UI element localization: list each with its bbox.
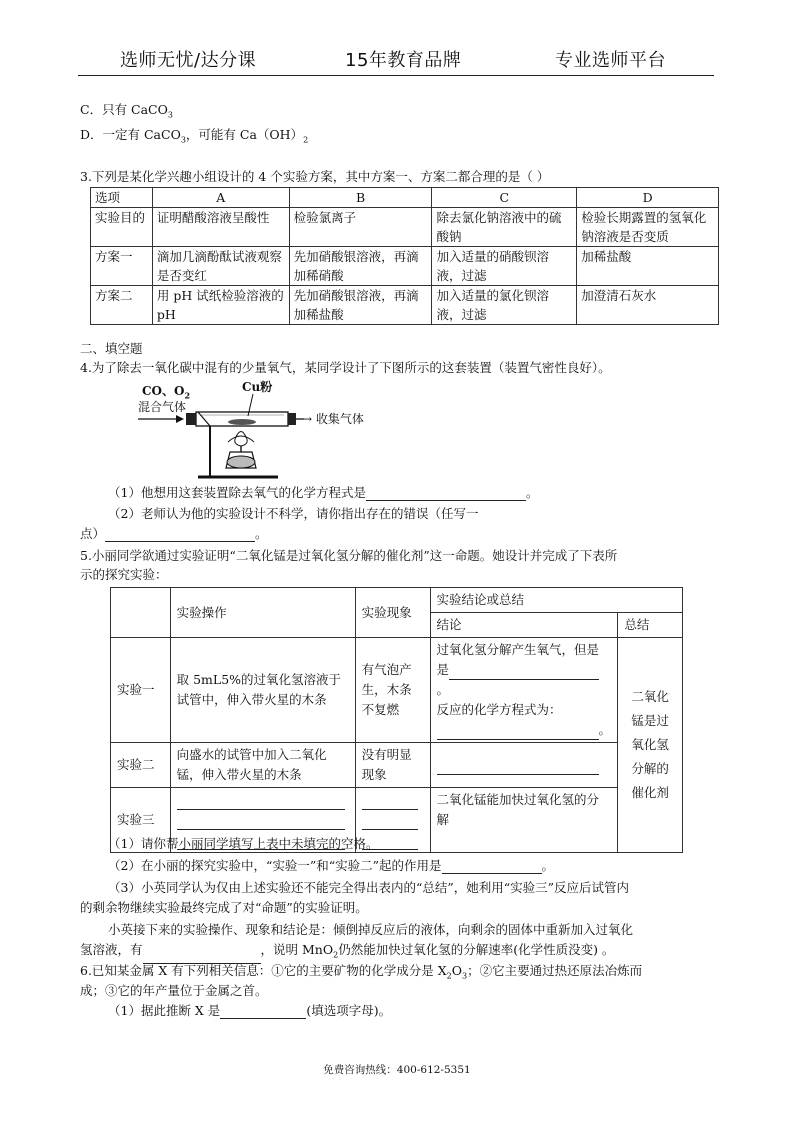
table-header-row	[91, 188, 719, 208]
q4-part1: （1）他想用这套装置除去氧气的化学方程式是 。	[108, 485, 539, 500]
gas-label: CO、$O_2$	[142, 384, 191, 401]
corner-cell	[111, 588, 171, 638]
table-cell: 先加硝酸银溶液，再滴加稀硝酸	[289, 247, 432, 286]
table-cell: 加澄清石灰水	[577, 286, 719, 325]
answer-blank[interactable]	[362, 795, 418, 810]
q4-stem: 4.为了除去一氧化碳中混有的少量氧气，某同学设计了下图所示的这套装置（装置气密性良好）。	[80, 360, 611, 375]
footer-hotline: 免费咨询热线：400-612-5351	[323, 1064, 471, 1076]
answer-blank[interactable]	[177, 795, 345, 810]
table-cell: 二氧化锰能加快过氧化氢的分解	[430, 788, 618, 853]
section-title: 二、填空题	[80, 341, 143, 356]
answer-blank[interactable]	[143, 949, 261, 964]
q3-table	[90, 187, 719, 325]
collect-gas-label: → 收集气体	[302, 412, 364, 426]
table-cell	[430, 638, 618, 743]
table-cell: 除去氯化钠溶液中的硫酸钠	[432, 208, 577, 247]
summary-cell: 二氧化锰是过氧化氢分解的催化剂	[618, 638, 683, 853]
q5-part2: （2）在小丽的探究实验中，“实验一”和“实验二”起的作用是 。	[108, 858, 555, 873]
q5-part3-line2: 的剩余物继续实验最终完成了对“命题”的实验证明。	[80, 900, 368, 915]
apparatus-figure	[138, 382, 398, 480]
header-center: 15年教育品牌	[345, 50, 462, 71]
conclusion-line: 是。	[437, 660, 612, 700]
answer-blank[interactable]	[442, 859, 542, 874]
table-cell: 实验一	[111, 638, 171, 743]
table-header-row	[111, 588, 683, 613]
conclusion-line: 过氧化氢分解产生氧气，但是	[436, 642, 600, 657]
mix-gas-label: 混合气体	[138, 400, 187, 414]
table-row	[91, 208, 719, 247]
answer-blank[interactable]	[177, 815, 345, 830]
header-cell: 结论	[430, 613, 618, 638]
q3-stem: 3.下列是某化学兴趣小组设计的 4 个实验方案，其中方案一、方案二都合理的是（ ）	[80, 169, 550, 184]
table-cell: 滴加几滴酚酞试液观察是否变红	[152, 247, 289, 286]
table-cell: 用 pH 试纸检验溶液的 pH	[152, 286, 289, 325]
answer-blank[interactable]	[437, 725, 599, 740]
table-row	[91, 247, 719, 286]
table-cell: 检验长期露置的氢氧化钠溶液是否变质	[577, 208, 719, 247]
table-row	[91, 286, 719, 325]
table-cell	[430, 743, 618, 788]
cu-label: Cu粉	[242, 380, 273, 394]
answer-blank[interactable]	[105, 527, 255, 542]
table-cell: 向盛水的试管中加入二氧化锰，伸入带火星的木条	[170, 743, 355, 788]
table-cell: 方案二	[91, 286, 153, 325]
table-cell: 检验氯离子	[289, 208, 432, 247]
answer-blank[interactable]	[449, 665, 599, 680]
table-row	[111, 743, 683, 788]
q4-part2-cont: 点） 。	[80, 526, 268, 541]
header-cell: 选项	[91, 188, 153, 208]
option-c: C．只有 CaCO$_3$	[80, 102, 173, 120]
header-cell: 总结	[618, 613, 683, 638]
table-cell: 取 5mL5%的过氧化氢溶液于试管中，伸入带火星的木条	[170, 638, 355, 743]
q6-line1: 6.已知某金属 X 有下列相关信息：①它的主要矿物的化学成分是 $X_2O_3$；②它主要通过热还原法冶炼而	[80, 963, 643, 981]
table-cell: 方案一	[91, 247, 153, 286]
header-cell: 实验操作	[170, 588, 355, 638]
header-cell: B	[289, 188, 432, 208]
q5-part4-line1: 小英接下来的实验操作、现象和结论是：倾倒掉反应后的液体，向剩余的固体中重新加入过氧化	[108, 922, 634, 937]
answer-blank[interactable]	[437, 760, 599, 775]
table-cell: 实验二	[111, 743, 171, 788]
table-cell: 先加硝酸银溶液，再滴加稀盐酸	[289, 286, 432, 325]
table-cell: 加入适量的氯化钡溶液，过滤	[432, 286, 577, 325]
header-cell: 实验现象	[355, 588, 430, 638]
header-cell: 实验结论或总结	[430, 588, 683, 613]
q4-part2: （2）老师认为他的实验设计不科学，请你指出存在的错误（任写一	[108, 506, 479, 521]
table-row	[111, 638, 683, 743]
q6-part1: （1）据此推断 X 是 (填选项字母)。	[108, 1003, 392, 1018]
table-cell: 实验三	[111, 788, 171, 853]
header-left: 选师无忧/达分课	[120, 50, 257, 71]
answer-blank[interactable]	[220, 1004, 306, 1019]
header-cell: C	[432, 188, 577, 208]
header-cell: A	[152, 188, 289, 208]
q5-stem-2: 示的探究实验：	[80, 567, 168, 582]
table-cell: 加稀盐酸	[577, 247, 719, 286]
answer-blank[interactable]	[366, 486, 526, 501]
table-cell: 没有明显现象	[355, 743, 430, 788]
q5-part1: （1）请你帮小丽同学填写上表中未填完的空格。	[108, 836, 379, 851]
header-right: 专业选师平台	[555, 50, 666, 71]
answer-blank[interactable]	[362, 815, 418, 830]
option-d: D．一定有 CaCO$_3$，可能有 $Ca(OH)_2$	[80, 127, 309, 145]
q5-part3-line1: （3）小英同学认为仅由上述实验还不能完全得出表内的“总结”，她利用“实验三”反应后试管内	[108, 880, 630, 895]
q5-part4-line2: 氢溶液，有 ，说明 MnO$_2$仍然能加快过氧化氢的分解速率(化学性质没变) 。	[80, 942, 614, 964]
table-cell: 实验目的	[91, 208, 153, 247]
conclusion-line: 反应的化学方程式为：	[436, 702, 562, 717]
table-cell: 证明醋酸溶液呈酸性	[152, 208, 289, 247]
header-divider	[78, 75, 714, 76]
table-cell: 有气泡产生，木条不复燃	[355, 638, 430, 743]
apparatus-icon	[138, 382, 308, 480]
q5-stem-1: 5.小丽同学欲通过实验证明“二氧化锰是过氧化氢分解的催化剂”这一命题。她设计并完成了下表所	[80, 548, 618, 563]
header-cell: D	[577, 188, 719, 208]
q5-table	[110, 587, 683, 853]
q6-line2: 成；③它的年产量位于金属之首。	[80, 983, 268, 998]
conclusion-line: 。	[437, 720, 612, 740]
table-cell: 加入适量的硝酸钡溶液，过滤	[432, 247, 577, 286]
